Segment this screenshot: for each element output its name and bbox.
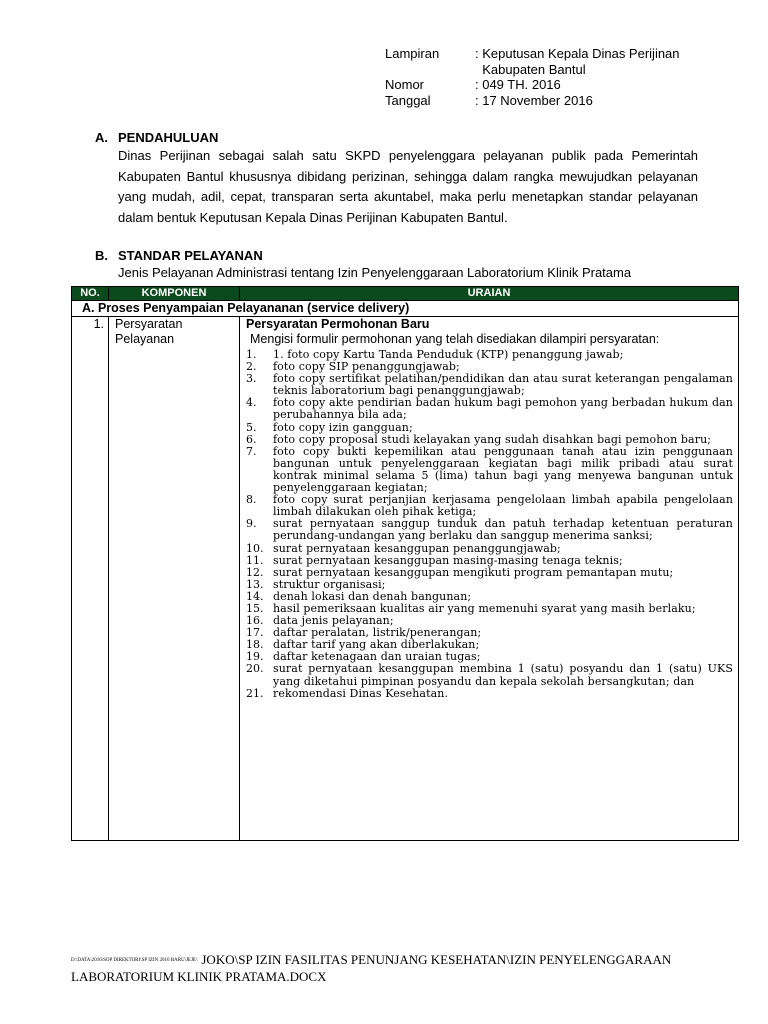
list-item (246, 434, 733, 446)
row-number: 1. (72, 317, 109, 841)
item-number: 19. (246, 650, 264, 664)
section-letter: A. (95, 130, 108, 145)
footer-path: JOKO\SP IZIN FASILITAS PENUNJANG KESEHATAN\IZIN PENYELENGGARAAN LABORATORIUM KLINIK PRATAMA.DOCX (71, 952, 672, 985)
item-number: 8. (246, 493, 257, 507)
item-text: daftar tarif yang akan diberlakukan; (273, 638, 480, 652)
item-text: struktur organisasi; (273, 577, 386, 591)
item-text: daftar ketenagaan dan uraian tugas; (273, 650, 481, 664)
item-number: 10. (246, 541, 264, 555)
list-item (246, 688, 733, 700)
standard-table (71, 286, 739, 841)
item-text: surat pernyataan kesanggupan membina 1 (satu) posyandu dan 1 (satu) UKS yang diketahui pimpinan posyandu dan kepala sekolah bersangkutan; dan (273, 662, 733, 688)
section-title: PENDAHULUAN (118, 130, 219, 145)
item-number: 7. (246, 444, 257, 458)
list-item (246, 494, 733, 518)
section-b-subtitle: Jenis Pelayanan Administrasi tentang Izin Penyelenggaraan Laboratorium Klinik Pratama (118, 265, 632, 280)
item-number: 18. (246, 638, 264, 652)
lampiran-row (385, 46, 680, 77)
section-letter: B. (95, 248, 108, 263)
nomor-row (385, 77, 680, 93)
list-item (246, 567, 733, 579)
item-text: data jenis pelayanan; (273, 614, 394, 628)
item-number: 12. (246, 565, 264, 579)
item-number: 11. (246, 553, 264, 567)
item-text: hasil pemeriksaan kualitas air yang memenuhi syarat yang masih berlaku; (273, 601, 696, 615)
uraian-title: Persyaratan Permohonan Baru (246, 317, 430, 331)
section-b-heading (95, 248, 263, 263)
item-number: 16. (246, 614, 264, 628)
section-title: STANDAR PELAYANAN (118, 248, 263, 263)
requirements-list (246, 349, 733, 700)
item-number: 21. (246, 686, 264, 700)
list-item (246, 422, 733, 434)
header-no: NO. (72, 287, 109, 301)
header-uraian: URAIAN (240, 287, 739, 301)
list-item (246, 373, 733, 397)
item-number: 3. (246, 372, 257, 386)
item-text: foto copy sertifikat pelatihan/pendidikan dan atau surat keterangan pengalaman teknis laboratorium bagi penanggungjawab; (273, 372, 733, 398)
item-number: 15. (246, 601, 264, 615)
item-number: 6. (246, 432, 257, 446)
table-row (72, 317, 739, 841)
list-item (246, 663, 733, 687)
item-number: 14. (246, 589, 264, 603)
item-number: 17. (246, 626, 264, 640)
lampiran-header (385, 46, 680, 108)
item-text: foto copy izin gangguan; (273, 420, 413, 434)
item-text: surat pernyataan kesanggupan penanggungjawab; (273, 541, 561, 555)
meta-value: : Keputusan Kepala Dinas Perijinan Kabupaten Bantul (475, 46, 680, 77)
item-text: rekomendasi Dinas Kesehatan. (273, 686, 449, 700)
item-text: foto copy bukti kepemilikan atau penggunaan tanah atau izin penggunaan bangunan untuk penyelenggaraan kegiatan bagi milik pribadi atau surat kontrak minimal selama 5 (lima) tahun bagi yang menyewa bangunan untuk penyelenggaraan kegiatan; (273, 444, 733, 495)
item-text: 1. foto copy Kartu Tanda Penduduk (KTP) penanggung jawab; (273, 348, 624, 361)
meta-label: Lampiran (385, 46, 440, 61)
item-number: 4. (246, 396, 257, 410)
footer-path-prefix: D:\DATA\2016\SOP DIREKTORI\SP IZIN 2016 BARU\JEJE\ (71, 958, 198, 964)
file-path-footer (71, 952, 691, 985)
item-number: 9. (246, 517, 257, 531)
meta-label: Tanggal (385, 92, 431, 108)
item-text: denah lokasi dan denah bangunan; (273, 589, 472, 603)
row-uraian (240, 317, 739, 841)
table-header-row (72, 287, 739, 301)
meta-label: Nomor (385, 77, 425, 92)
item-text: foto copy surat perjanjian kerjasama pengelolaan limbah apabila pengelolaan limbah dilakukan oleh pihak ketiga; (273, 493, 733, 519)
list-item (246, 397, 733, 421)
item-text: surat pernyataan kesanggupan mengikuti program pemantapan mutu; (273, 565, 674, 579)
tanggal-row (385, 93, 680, 109)
meta-value: : 049 TH. 2016 (475, 77, 561, 92)
item-text: foto copy akte pendirian badan hukum bagi pemohon yang berbadan hukum dan perubahannya bila ada; (273, 396, 733, 422)
item-text: surat pernyataan sanggup tunduk dan patuh terhadap ketentuan peraturan perundang-undangan yang berlaku dan sanggup menerima sanksi; (273, 517, 733, 543)
meta-value: : 17 November 2016 (475, 92, 593, 108)
item-text: foto copy SIP penanggungjawab; (273, 360, 460, 374)
item-text: daftar peralatan, listrik/penerangan; (273, 626, 482, 640)
item-number: 13. (246, 577, 264, 591)
item-number: 1. (246, 348, 257, 361)
uraian-intro: Mengisi formulir permohonan yang telah disediakan dilampiri persyaratan: (250, 332, 660, 346)
list-item (246, 555, 733, 567)
list-item (246, 543, 733, 555)
item-text: foto copy proposal studi kelayakan yang sudah disahkan bagi pemohon baru; (273, 432, 712, 446)
list-item (246, 518, 733, 542)
header-komponen: KOMPONEN (109, 287, 240, 301)
section-a-paragraph: Dinas Perijinan sebagai salah satu SKPD penyelenggara pelayanan publik pada Pemerintah Kabupaten Bantul khususnya dibidang perizinan, sehingga dalam rangka mewujudkan pelayanan yang mudah, adil, cepat, transparan serta akuntabel, maka perlu menetapkan standar pelayanan dalam bentuk Keputusan Kepala Dinas Perijinan Kabupaten Bantul. (118, 148, 698, 225)
item-number: 5. (246, 420, 257, 434)
section-a-heading (95, 130, 218, 145)
section-row-label: A. Proses Penyampaian Pelayananan (service delivery) (72, 301, 739, 317)
item-number: 2. (246, 360, 257, 374)
row-komponen: Persyaratan Pelayanan (109, 317, 240, 841)
table-section-row (72, 301, 739, 317)
item-text: surat pernyataan kesanggupan masing-masing tenaga teknis; (273, 553, 623, 567)
item-number: 20. (246, 662, 264, 676)
list-item (246, 446, 733, 494)
